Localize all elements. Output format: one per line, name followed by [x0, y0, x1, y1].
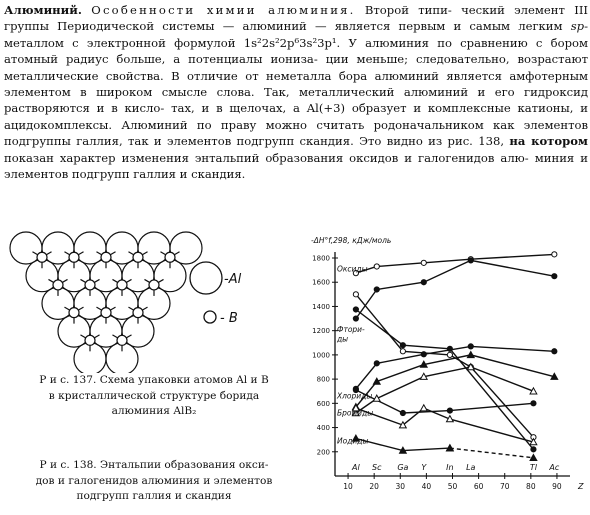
chart-ticks	[312, 255, 584, 492]
b-al-bond	[96, 307, 101, 310]
b-al-bond	[126, 279, 131, 282]
b-atom	[101, 252, 111, 262]
data-point	[400, 410, 405, 415]
y-tick-label: 200	[316, 448, 330, 457]
data-point	[531, 401, 536, 406]
series-line	[356, 355, 554, 407]
text-segment: . У	[336, 35, 357, 50]
data-point	[353, 292, 358, 297]
group-label: Хлориды	[337, 391, 373, 401]
series-line	[356, 260, 554, 318]
packing-diagram	[0, 228, 300, 373]
b-atom	[133, 308, 143, 318]
data-point	[467, 351, 474, 357]
data-point	[353, 307, 358, 312]
b-atom	[101, 308, 111, 318]
figure-137-caption	[4, 373, 304, 420]
legend-b-circle	[204, 311, 216, 323]
text-segment: показан характер изменения энтальпий образования оксидов и галогенидов алю-	[4, 150, 529, 165]
b-al-bond	[112, 279, 117, 282]
b-al-bond	[126, 335, 131, 338]
series	[446, 445, 536, 461]
data-point	[447, 408, 452, 413]
series-line	[356, 390, 534, 413]
group-label: Оксиды	[337, 264, 368, 274]
b-al-bond	[62, 279, 67, 282]
data-point	[468, 344, 473, 349]
electron-formula: 1s²2s²2p⁶3s²3p¹	[243, 35, 337, 50]
x-tick-label: 40	[421, 482, 432, 491]
b-atom	[85, 280, 95, 290]
y-tick-label: 600	[316, 399, 330, 408]
b-atom	[117, 280, 127, 290]
b-atom	[149, 280, 159, 290]
legend-al-label: -Al	[224, 272, 242, 287]
x-tick-label: 50	[447, 482, 458, 491]
y-tick-label: 1000	[312, 351, 330, 360]
b-al-bond	[32, 252, 37, 255]
x-tick-label: 70	[499, 482, 510, 491]
data-point	[400, 343, 405, 348]
group-label: ды	[337, 334, 349, 344]
b-al-bond	[48, 279, 53, 282]
caption-line: Р и с. 137. Схема упаковки атомов Al и B	[39, 374, 269, 386]
b-al-bond	[46, 252, 51, 255]
text-segment: тах, и в щелочах, а Al(+3) образует и комплексные катионы, и ацидокомплексы.	[4, 101, 589, 132]
b-al-bond	[94, 279, 99, 282]
data-point	[374, 287, 379, 292]
text-segment: галлия, так и элементов подгрупп скандия. Это видно из рис. 138,	[76, 134, 505, 149]
group-label: Иодиды	[337, 436, 369, 446]
legend-b-label: - B	[220, 311, 238, 326]
data-point	[447, 352, 452, 357]
b-al-bond	[80, 335, 85, 338]
y-tick-label: 1400	[312, 302, 330, 311]
series	[352, 351, 557, 409]
b-al-bond	[80, 279, 85, 282]
caption-line: дов и галогенидов алюминия и элементов	[35, 474, 273, 487]
b-al-bond	[96, 252, 101, 255]
data-point	[420, 405, 427, 411]
b-al-bond	[142, 252, 147, 255]
text-segment: первым и самым легким	[398, 19, 563, 34]
element-label: Tl	[529, 463, 537, 472]
element-label: Y	[421, 463, 427, 472]
paragraph	[4, 2, 588, 182]
b-atom	[69, 308, 79, 318]
y-tick-label: 1800	[312, 254, 330, 263]
b-al-bond	[64, 252, 69, 255]
series-line	[450, 448, 534, 458]
b-al-bond	[110, 252, 115, 255]
x-tick-label: 20	[369, 482, 379, 491]
b-atom	[37, 252, 47, 262]
b-al-bond	[128, 252, 133, 255]
element-label: La	[466, 463, 476, 472]
series-line	[356, 408, 534, 442]
text-segment: ции меньше; следовательно, возрастают металлические свойства. В отличие от	[4, 52, 588, 83]
b-al-bond	[78, 252, 83, 255]
b-atom	[53, 280, 63, 290]
figure-138-caption	[4, 458, 304, 505]
text-segment: Алюминий по праву можно считать родоначальником как элементов подгруппы	[4, 117, 589, 149]
group-label: Фтори-	[337, 324, 365, 334]
b-atom	[85, 335, 95, 345]
text-segment-bold: на котором	[509, 134, 588, 149]
data-point	[530, 454, 537, 460]
data-point	[421, 280, 426, 285]
text-segment: алюминия по сравнению с бором атомный радиус больше, а потенциалы иониза-	[4, 35, 589, 67]
b-atom	[117, 335, 127, 345]
text-segment: неметалла бора алюминий является амфотерным элементом в широком смысле	[4, 68, 588, 100]
y-axis-label: -ΔH°f,298, кДж/моль	[311, 236, 392, 245]
data-point	[468, 258, 473, 263]
section-title: Алюминий.	[4, 3, 82, 17]
b-al-bond	[174, 252, 179, 255]
element-label: In	[446, 463, 454, 472]
text-segment: -металлом с электронной формулой	[4, 19, 589, 50]
element-label: Sc	[372, 463, 382, 472]
chart-series	[352, 252, 557, 461]
data-point	[400, 349, 405, 354]
data-point	[421, 352, 426, 357]
text-segment: Второй типи-	[364, 3, 452, 17]
caption-line: в кристаллической структуре борида	[48, 389, 260, 402]
series	[352, 364, 536, 416]
b-al-bond	[78, 307, 83, 310]
x-tick-label: 30	[395, 482, 406, 491]
chart-element-labels	[351, 463, 560, 472]
element-label: Al	[352, 463, 360, 472]
caption-line: Р и с. 138. Энтальпии образования окси-	[39, 459, 269, 471]
b-al-bond	[128, 307, 133, 310]
y-tick-label: 400	[316, 424, 330, 433]
data-point	[374, 264, 379, 269]
series	[353, 258, 557, 321]
b-al-bond	[144, 279, 149, 282]
b-al-bond	[158, 279, 163, 282]
series	[353, 252, 557, 276]
series-line	[356, 346, 554, 388]
b-al-bond	[142, 307, 147, 310]
b-al-bond	[112, 335, 117, 338]
b-atom	[165, 252, 175, 262]
caption-line: подгрупп галлия и скандия	[76, 490, 232, 502]
b-al-bond	[64, 307, 69, 310]
data-point	[421, 260, 426, 265]
y-tick-label: 1600	[312, 278, 330, 287]
x-axis-label: Z	[578, 482, 584, 491]
x-tick-label: 90	[552, 482, 562, 491]
data-point	[531, 447, 536, 452]
element-label: Ac	[549, 463, 560, 472]
section-subtitle: Особенности химии алюминия.	[91, 3, 356, 17]
element-label: Ga	[397, 463, 409, 472]
text-segment: слова. Так, металлический алюминий и его гидроксид растворяются и в кисло-	[4, 85, 589, 116]
data-point	[374, 361, 379, 366]
x-tick-label: 10	[343, 482, 353, 491]
data-point	[552, 252, 557, 257]
b-al-bond	[94, 335, 99, 338]
text-segment: миния и элементов подгрупп галлия и скандия.	[4, 150, 588, 182]
sp-term: sp	[570, 19, 585, 34]
b-atom	[133, 252, 143, 262]
x-tick-label: 80	[526, 482, 536, 491]
b-atom	[69, 252, 79, 262]
legend-al-circle	[190, 262, 222, 294]
caption-line: алюминия AlB₂	[111, 405, 197, 417]
series	[353, 344, 557, 392]
data-point	[353, 316, 358, 321]
body-text	[4, 2, 588, 182]
x-tick-label: 60	[473, 482, 484, 491]
data-point	[552, 349, 557, 354]
y-tick-label: 800	[316, 375, 330, 384]
enthalpy-chart	[305, 228, 590, 515]
b-al-bond	[110, 307, 115, 310]
y-tick-label: 1200	[312, 327, 330, 336]
series-line	[356, 294, 534, 437]
group-label: Бромиды	[337, 408, 374, 418]
b-al-bond	[160, 252, 165, 255]
data-point	[552, 274, 557, 279]
chart-group-labels	[336, 264, 373, 445]
text-segment: ческий элемент III группы Периодической системы — алюминий — является	[4, 3, 589, 34]
